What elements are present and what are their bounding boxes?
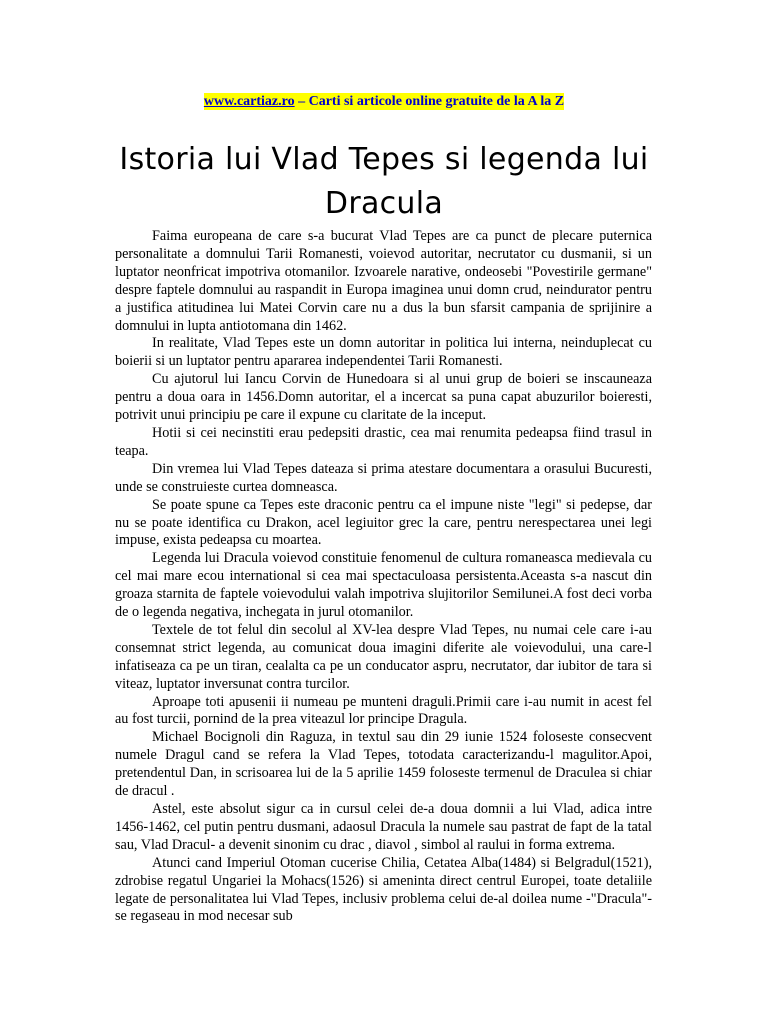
header-highlight bbox=[204, 93, 564, 110]
site-tagline: – Carti si articole online gratuite de la A la Z bbox=[294, 94, 565, 109]
paragraph: Textele de tot felul din secolul al XV-lea despre Vlad Tepes, nu numai cele care i-au consemnat strict legenda, au comunicat doua imagini diferite ale voievodului, una care-l infatiseaza ca pe un tiran, cealalta ca pe un conducator aspru, necrutator, dar iubitor de tara si viteaz, luptator inversunat contra turcilor. bbox=[115, 621, 652, 692]
paragraph: Faima europeana de care s-a bucurat Vlad Tepes are ca punct de plecare puternica personalitate a domnului Tarii Romanesti, voievod autoritar, necrutator cu dusmanii, si un luptator neonfricat impotriva otomanilor. Izvoarele narative, ondeosebi "Povestirile germane" despre faptele domnului au raspandit in Europa imaginea unui domn crud, neindurator pentru a justifica atitudinea lui Matei Corvin care nu a dus la bun sfarsit campania de sprijinire a domnului in lupta antiotomana din 1462. bbox=[115, 228, 652, 334]
site-link[interactable]: www.cartiaz.ro bbox=[203, 94, 295, 109]
site-header bbox=[0, 93, 768, 110]
paragraph: Se poate spune ca Tepes este draconic pentru ca el impune niste "legi" si pedepse, dar nu se poate identifica cu Drakon, acel legiuitor grec la care, pentru nerespectarea unei legi impuse, exista pedeapsa cu moartea. bbox=[115, 496, 652, 549]
paragraph: Astel, este absolut sigur ca in cursul celei de-a doua domnii a lui Vlad, adica intre 1456-1462, cel putin pentru dusmani, adaosul Dracula la numele sau pastrat de fapt de la tatal sau, Vlad Dracul- a devenit sinonim cu drac , diavol , simbol al raului in forma extrema. bbox=[115, 801, 652, 853]
paragraph: Din vremea lui Vlad Tepes dateaza si prima atestare documentara a orasului Bucuresti, unde se construieste curtea domneasca. bbox=[115, 460, 652, 495]
paragraph: Cu ajutorul lui Iancu Corvin de Hunedoara si al unui grup de boieri se inscauneaza pentru a doua oara in 1456.Domn autoritar, el a incercat sa puna capat abuzurilor boieresti, potrivit unui principiu pe care il expune cu claritate de la inceput. bbox=[115, 371, 652, 424]
paragraph: Aproape toti apusenii ii numeau pe munteni draguli.Primii care i-au numit in acest fel au fost turcii, pornind de la prea viteazul lor principe Dragula. bbox=[115, 693, 652, 728]
paragraph: Legenda lui Dracula voievod constituie fenomenul de cultura romaneasca medievala cu cel mai mare ecou international si cea mai spectaculoasa persistenta.Aceasta s-a nascut din groaza starnita de faptele voievodului valah impotriva slujitorilor Semilunei.A fost deci vorba de o legenda negativa, inchegata in jurul otomanilor. bbox=[115, 550, 652, 621]
paragraph: Hotii si cei necinstiti erau pedepsiti drastic, cea mai renumita pedeapsa fiind trasul in teapa. bbox=[115, 424, 652, 459]
paragraph: Michael Bocignoli din Raguza, in textul sau din 29 iunie 1524 foloseste consecvent numele Dragul cand se refera la Vlad Tepes, totodata caracterizandu-l magulitor.Apoi, pretendentul Dan, in scrisoarea lui de la 5 aprilie 1459 foloseste termenul de Draculea si chiar de dracul . bbox=[115, 729, 652, 800]
paragraph: In realitate, Vlad Tepes este un domn autoritar in politica lui interna, neinduplecat cu boierii si un luptator pentru apararea independentei Tarii Romanesti. bbox=[115, 335, 652, 370]
document-body bbox=[115, 228, 652, 926]
document-title: Istoria lui Vlad Tepes si legenda lui Dracula bbox=[119, 142, 649, 221]
paragraph: Atunci cand Imperiul Otoman cucerise Chilia, Cetatea Alba(1484) si Belgradul(1521), zdrobise regatul Ungariei la Mohacs(1526) si ameninta direct centrul Europei, toate detaliile legate de personalitatea lui Vlad Tepes, inclusiv problema celui de-al doilea nume -"Dracula"- se regaseau in mod necesar sub bbox=[115, 854, 652, 925]
